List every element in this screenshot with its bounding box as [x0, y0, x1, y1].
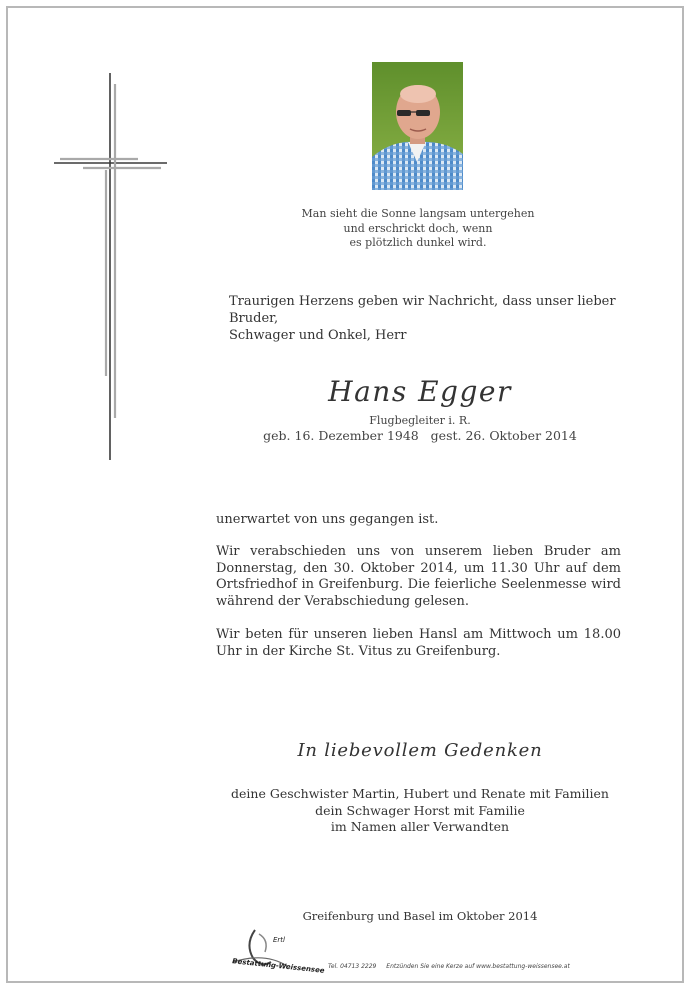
footer: [328, 963, 570, 970]
motto: [250, 207, 586, 251]
mourners-line: deine Geschwister Martin, Hubert und Renate mit Familien: [231, 786, 609, 801]
intro-text: [229, 293, 629, 344]
footer-candle-link[interactable]: Entzünden Sie eine Kerze auf www.bestattung-weissensee.at: [386, 963, 570, 970]
mourners-line: im Namen aller Verwandten: [330, 819, 510, 834]
mourners-line: dein Schwager Horst mit Familie: [315, 802, 525, 818]
portrait-photo: [372, 62, 463, 190]
place-date: Greifenburg und Basel im Oktober 2014: [302, 909, 538, 923]
body-paragraph: unerwartet von uns gegangen ist.: [216, 512, 439, 527]
body-paragraph: Wir beten für unseren lieben Hansl am Mittwoch um 18.00 Uhr in der Kirche St. Vitus zu Greifenburg.: [216, 627, 621, 659]
life-dates: geb. 16. Dezember 1948 gest. 26. Oktober 2014: [263, 428, 577, 443]
mourners-list: [230, 786, 610, 836]
deceased-name: Hans Egger: [328, 375, 512, 408]
motto-line: Man sieht die Sonne langsam untergehen: [301, 207, 535, 220]
logo-name: Ertl: [273, 936, 285, 944]
body-paragraph: Wir verabschieden uns von unserem lieben Bruder am Donnerstag, den 30. Oktober 2014, um 11.30 Uhr auf dem Ortsfriedhof in Greifenburg. Die feierliche Seelenmesse wird während der Verabschiedung gelesen.: [216, 544, 621, 609]
footer-phone: Tel. 04713 2229: [328, 963, 377, 970]
intro-line: Traurigen Herzens geben wir Nachricht, dass unser lieber Bruder,: [229, 294, 616, 326]
logo-subtitle: Bestattung-Weissensee: [231, 957, 325, 975]
intro-line: Schwager und Onkel, Herr: [229, 328, 407, 343]
motto-line: und erschrickt doch, wenn: [343, 221, 493, 235]
motto-line: es plötzlich dunkel wird.: [349, 236, 487, 249]
memory-title: In liebevollem Gedenken: [297, 740, 543, 761]
deceased-profession: Flugbegleiter i. R.: [369, 414, 471, 427]
